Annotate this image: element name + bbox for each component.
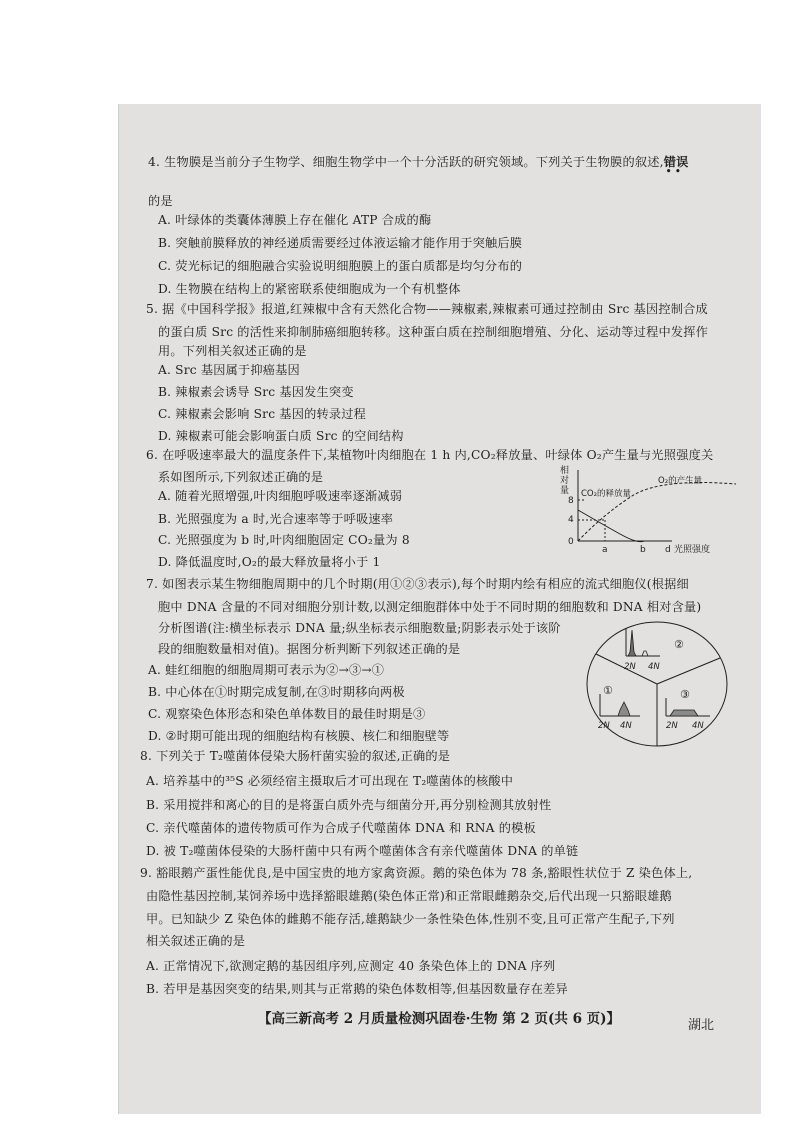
q6-light-intensity-graph	[552, 462, 742, 562]
q4-option-d: D. 生物膜在结构上的紧密联系使细胞成为一个有机整体	[158, 282, 461, 296]
q6-origin: 0	[568, 537, 574, 547]
q7-divider-3	[657, 658, 720, 684]
q6-ylabel-2: 对	[560, 476, 570, 486]
region-label: 湖北	[688, 1018, 715, 1033]
q4-emphasis: 错误 • •	[663, 155, 689, 177]
q6-ylabel-1: 相	[560, 466, 570, 476]
q7-panel3-4n: 4N	[692, 721, 704, 731]
q7-panel2-small-peak	[642, 651, 648, 656]
q7-panel1-peak	[618, 702, 630, 716]
q8-option-d: D. 被 T₂噬菌体侵染的大肠杆菌中只有两个噬菌体含有亲代噬菌体 DNA 的单链	[146, 844, 579, 858]
q7-option-b: B. 中心体在①时期完成复制,在③时期移向两极	[148, 685, 405, 699]
q6-stem-line-2: 系如图所示,下列叙述正确的是	[158, 470, 324, 484]
q4-option-c: C. 荧光标记的细胞融合实验说明细胞膜上的蛋白质都是均匀分布的	[158, 259, 523, 273]
q8-option-c: C. 亲代噬菌体的遗传物质可作为合成子代噬菌体 DNA 和 RNA 的模板	[146, 821, 536, 835]
q6-o2-label: O₂的产生量	[658, 476, 703, 486]
q7-panel3-2n: 2N	[666, 721, 678, 731]
q7-panel1-2n: 2N	[598, 721, 610, 731]
q7-label-3: ③	[680, 688, 690, 701]
q7-label-1: ①	[603, 684, 613, 697]
q4-option-b: B. 突触前膜释放的神经递质需要经过体液运输才能作用于突触后膜	[158, 236, 523, 250]
q7-panel1-4n: 4N	[620, 721, 632, 731]
q6-xlabel: 光照强度	[674, 545, 711, 555]
q5-option-b: B. 辣椒素会诱导 Src 基因发生突变	[158, 385, 354, 399]
q6-tick-8: 8	[568, 496, 574, 506]
q7-stem-line-1: 7. 如图表示某生物细胞周期中的几个时期(用①②③表示),每个时期内绘有相应的流式细胞仪(根据细	[146, 577, 689, 591]
q6-tick-d: d	[665, 545, 671, 555]
q7-panel3-plateau	[670, 710, 698, 716]
q4-stem-line-2: 的是	[148, 194, 173, 208]
q9-option-a: A. 正常情况下,欲测定鹅的基因组序列,应测定 40 条染色体上的 DNA 序列	[146, 959, 556, 973]
q6-co2-release-curve	[578, 510, 644, 542]
q5-stem-line-2: 的蛋白质 Src 的活性来抑制肺癌细胞转移。这种蛋白质在控制细胞增殖、分化、运动等过程中发挥作	[158, 325, 709, 339]
q5-option-d: D. 辣椒素可能会影响蛋白质 Src 的空间结构	[158, 429, 404, 443]
q7-cell-cycle-figure	[582, 618, 732, 748]
q6-tick-4: 4	[568, 515, 574, 525]
q7-option-a: A. 蛙红细胞的细胞周期可表示为②→③→①	[148, 663, 385, 677]
q7-label-2: ②	[674, 638, 684, 651]
q9-option-b: B. 若甲是基因突变的结果,则其与正常鹅的染色体数相等,但基因数量存在差异	[146, 982, 568, 996]
q7-panel2-4n: 4N	[648, 662, 660, 672]
q7-option-d: D. ②时期可能出现的细胞结构有核膜、核仁和细胞壁等	[148, 729, 450, 743]
q7-stem-line-4: 段的细胞数量相对值)。据图分析判断下列叙述正确的是	[158, 642, 461, 656]
q9-stem-line-1: 9. 豁眼鹅产蛋性能优良,是中国宝贵的地方家禽资源。鹅的染色体为 78 条,豁眼性状位于 Z 染色体上,	[140, 866, 693, 880]
q7-stem-line-2: 胞中 DNA 含量的不同对细胞分别计数,以测定细胞群体中处于不同时期的细胞数和 DNA 相对含量)	[158, 600, 702, 614]
q7-panel2-peak	[628, 630, 636, 656]
q6-option-b: B. 光照强度为 a 时,光合速率等于呼吸速率	[158, 512, 394, 526]
q6-ylabel-3: 量	[560, 486, 570, 496]
q5-option-c: C. 辣椒素会影响 Src 基因的转录过程	[158, 407, 367, 421]
q4-option-a: A. 叶绿体的类囊体薄膜上存在催化 ATP 合成的酶	[158, 213, 432, 227]
q8-stem: 8. 下列关于 T₂噬菌体侵染大肠杆菌实验的叙述,正确的是	[140, 749, 451, 763]
q9-stem-line-4: 相关叙述正确的是	[146, 934, 246, 948]
q6-tick-a: a	[602, 545, 608, 555]
q6-tick-b: b	[640, 545, 646, 555]
q9-stem-line-3: 甲。已知缺少 Z 染色体的雌鹅不能存活,雄鹅缺少一条性染色体,性别不变,且可正常产生配子,下列	[146, 912, 675, 926]
q7-panel2-2n: 2N	[624, 662, 636, 672]
page-footer: 【高三新高考 2 月质量检测巩固卷·生物 第 2 页(共 6 页)】	[258, 1011, 621, 1027]
q6-option-a: A. 随着光照增强,叶肉细胞呼吸速率逐渐减弱	[158, 489, 403, 503]
q4-stem-text: 4. 生物膜是当前分子生物学、细胞生物学中一个十分活跃的研究领域。下列关于生物膜的叙述,	[148, 155, 664, 169]
q6-option-c: C. 光照强度为 b 时,叶肉细胞固定 CO₂量为 8	[158, 533, 410, 547]
q5-stem-line-3: 用。下列相关叙述正确的是	[158, 344, 307, 358]
q6-option-d: D. 降低温度时,O₂的最大释放量将小于 1	[158, 555, 381, 569]
q6-co2-label: CO₂的释放量	[581, 489, 632, 499]
q9-stem-line-2: 由隐性基因控制,某饲养场中选择豁眼雄鹅(染色体正常)和正常眼雌鹅杂交,后代出现一只豁眼雄鹅	[146, 889, 672, 903]
q6-stem-line-1: 6. 在呼吸速率最大的温度条件下,某植物叶肉细胞在 1 h 内,CO₂释放量、叶绿体 O₂产生量与光照强度关	[146, 448, 714, 462]
q5-stem-line-1: 5. 据《中国科学报》报道,红辣椒中含有天然化合物——辣椒素,辣椒素可通过控制由 Src 基因控制合成	[146, 302, 708, 316]
q8-option-a: A. 培养基中的³⁵S 必须经宿主摄取后才可出现在 T₂噬菌体的核酸中	[146, 774, 514, 788]
q5-option-a: A. Src 基因属于抑癌基因	[158, 363, 300, 377]
q7-stem-line-3: 分析图谱(注:横坐标表示 DNA 量;纵坐标表示细胞数量;阴影表示处于该阶	[158, 621, 561, 635]
q7-option-c: C. 观察染色体形态和染色单体数目的最佳时期是③	[148, 707, 426, 721]
q4-stem-line-1	[148, 153, 689, 177]
q8-option-b: B. 采用搅拌和离心的目的是将蛋白质外壳与细菌分开,再分别检测其放射性	[146, 798, 552, 812]
